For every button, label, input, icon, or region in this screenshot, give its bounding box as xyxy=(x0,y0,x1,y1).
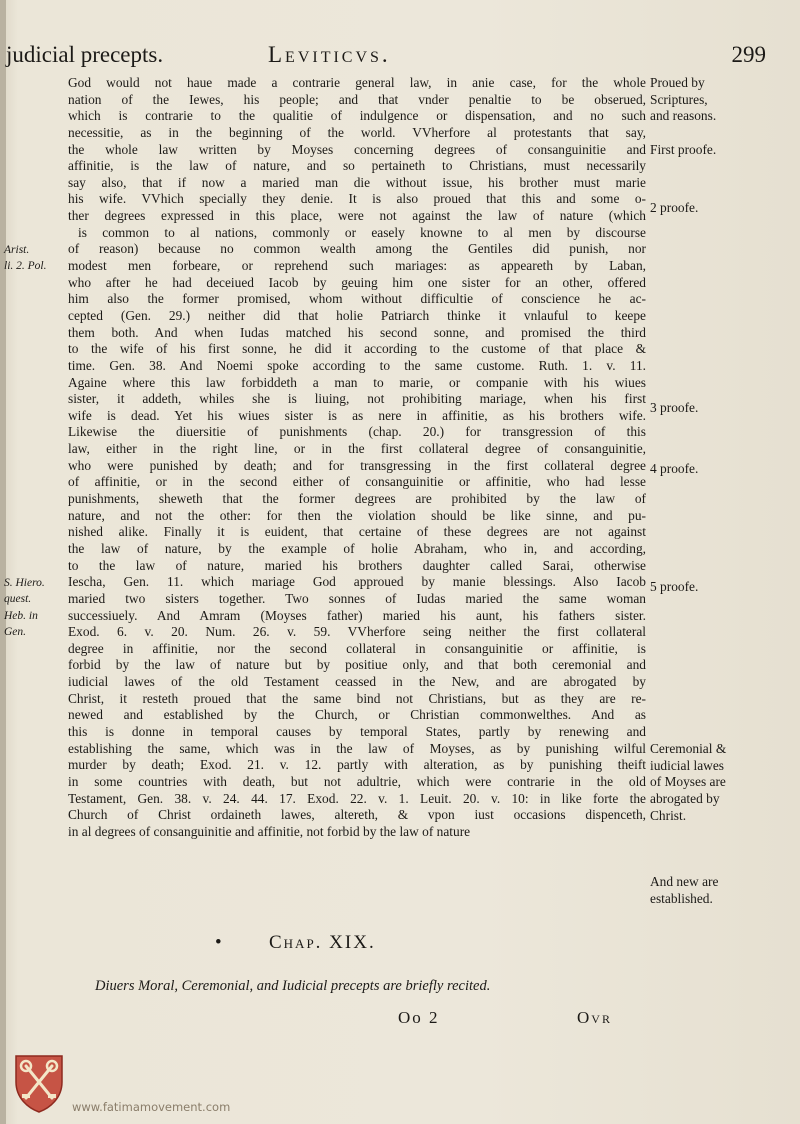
body-line: cepted (Gen. 29.) neither did that holie Patriarch thinke it vnlauful to keepe xyxy=(68,307,646,323)
body-line: forbid by the law of nature but by positiue only, and that both ceremonial and xyxy=(68,657,646,673)
body-line: nished alike. Finally it is euident, that certaine of these degrees are not against xyxy=(68,524,646,540)
body-line: successiuely. And Amram (Moyses father) maried his aunt, his fathers sister. xyxy=(68,607,646,623)
chapter-bullet: • xyxy=(215,932,224,953)
body-line: who were punished by death; and for transgressing in the first collateral degree xyxy=(68,457,646,473)
body-line: time. Gen. 38. And Noemi spoke according to the same custome. Ruth. 1. v. 11. xyxy=(68,357,646,373)
body-line: in some countries with death, but not adultrie, which were contrarie in the old xyxy=(68,773,646,789)
body-line: nation of the Iewes, his people; and that vnder penaltie to be obserued, xyxy=(68,91,646,107)
chapter-heading xyxy=(215,932,595,958)
margin-note-right: 4 proofe. xyxy=(650,461,699,477)
margin-note-right: Christ. xyxy=(650,807,687,823)
papal-keys-shield-icon xyxy=(12,1052,66,1114)
signature-mark: Oo 2 xyxy=(398,1008,440,1027)
body-line: Testament, Gen. 38. v. 24. 44. 17. Exod. 22. v. 1. Leuit. 20. v. 10: in like forte the xyxy=(68,790,646,806)
body-line: affinitie, is the law of nature, and so pertaineth to Christians, must necessarily xyxy=(68,158,646,174)
body-text xyxy=(68,75,646,840)
body-line: murder by death; Exod. 21. v. 12. partly with alteration, as by punishing theift xyxy=(68,757,646,773)
website-watermark: www.fatimamovement.com xyxy=(72,1100,231,1114)
body-line: Church of Christ ordaineth lawes, altereth, & vpon iust occasions dispenceth, xyxy=(68,807,646,823)
margin-note-right: Ceremonial & xyxy=(650,741,727,756)
margin-note-left: li. 2. Pol. xyxy=(4,260,47,273)
body-line: Iescha, Gen. 11. which mariage God approued by manie blessings. Also Iacob xyxy=(68,574,646,590)
header-left: judicial precepts. xyxy=(6,42,164,67)
body-line: modest men forbeare, or reprehend such mariages: as appeareth by Laban, xyxy=(68,258,646,274)
margin-note-left: S. Hiero. xyxy=(4,576,45,589)
margin-note-right: 5 proofe. xyxy=(650,579,699,595)
body-line: God would not haue made a contrarie general law, in anie case, for the whole xyxy=(68,75,646,90)
body-line: necessitie, as in the beginning of the world. VVherfore al protestants that say, xyxy=(68,124,646,140)
body-line: wife is dead. Yet his wiues sister is as nere in affinitie, as his brothers wife. xyxy=(68,407,646,423)
body-line: to the law of nature, maried his brothers daughter called Sarai, otherwise xyxy=(68,557,646,573)
body-line: maried two sisters together. Two sonnes of Iudas maried the same woman xyxy=(68,590,646,606)
body-line: degree in affinitie, nor the second collateral in consanguinitie or affinitie, is xyxy=(68,640,646,656)
body-line: his wife. VVhich specially they denie. It is also proued that this and some o- xyxy=(68,191,646,207)
body-line: the law of nature, by the example of holie Abraham, who in, and according, xyxy=(68,540,646,556)
body-line: Likewise the diuersitie of punishments (chap. 20.) for transgression of this xyxy=(68,424,646,440)
body-line: in al degrees of consanguinitie and affinitie, not forbid by the law of nature xyxy=(68,823,471,839)
margin-note-right: iudicial lawes xyxy=(650,757,724,773)
running-header xyxy=(6,42,766,72)
body-line: law, either in the right line, or in the first collateral degree of consanguinitie, xyxy=(68,441,646,457)
body-line: this is donne in temporal causes by temporal States, partly by renewing and xyxy=(68,723,646,739)
margin-note-right: of Moyses are xyxy=(650,774,726,790)
body-line: of reason) because no common wealth among the Gentiles did punish, nor xyxy=(68,241,646,257)
body-line: him also the former promised, whom without difficultie of conscience he ac- xyxy=(68,291,646,307)
body-line: say also, that if now a maried man die without issue, his brother must marie xyxy=(68,174,646,190)
margin-note-right: 3 proofe. xyxy=(650,399,699,415)
margin-note-right: established. xyxy=(650,890,713,906)
body-line: establishing the same, which was in the law of Moyses, as by punishing wilful xyxy=(68,740,646,756)
body-line: to the wife of his first sonne, he did it according to the custome of that place & xyxy=(68,341,646,357)
margin-note-right: Scriptures, xyxy=(650,91,708,107)
page-number: 299 xyxy=(731,42,766,67)
chapter-summary: Diuers Moral, Ceremonial, and Iudicial precepts are briefly recited. xyxy=(95,978,491,994)
body-line: who after he had deceiued Iacob by geuing him one sister for an other, offered xyxy=(68,274,646,290)
margin-note-left: Gen. xyxy=(4,626,27,639)
margin-note-left: Heb. in xyxy=(4,609,38,622)
body-line: of affinitie, or in the second either of consanguinitie or affinitie, who had lesse xyxy=(68,474,646,490)
catchword: Ovr xyxy=(577,1008,612,1027)
margin-note-right: First proofe. xyxy=(650,141,717,157)
body-line: sister, it addeth, whiles she is liuing, not prohibiting mariage, when his first xyxy=(68,391,646,407)
body-line: Christ, it resteth proued that the same bind not Christians, but as they are re- xyxy=(68,690,646,706)
margin-note-right: and reasons. xyxy=(650,108,717,124)
body-line: is common to al nations, commonly or easely knowne to al men by discourse xyxy=(78,224,646,240)
body-line: nature, and not the other: for then the violation should be like sinne, and pu- xyxy=(68,507,646,523)
body-line: newed and established by the Church, or Christian commonwelthes. And as xyxy=(68,707,646,723)
chapter-title: Chap. XIX. xyxy=(269,932,376,953)
body-line: which is contrarie to the qualitie of indulgence or dispensation, and no such xyxy=(68,108,646,124)
margin-note-left: Arist. xyxy=(4,243,30,256)
body-line: them both. And when Iudas matched his second sonne, and promised the third xyxy=(68,324,646,340)
body-line: ther degrees expressed in this place, were not against the law of nature (which xyxy=(68,208,646,224)
body-line: Againe where this law forbiddeth a man to marie, or companie with his wiues xyxy=(68,374,646,390)
margin-note-right: abrogated by xyxy=(650,790,720,806)
body-line: punishments, sheweth that the former degrees are prohibited by the law of xyxy=(68,491,646,507)
body-line: the whole law written by Moyses concerning degrees of consanguinitie and xyxy=(68,141,646,157)
margin-note-right: And new are xyxy=(650,874,719,890)
margin-note-right: Proued by xyxy=(650,75,705,90)
margin-note-left: quest. xyxy=(4,593,32,606)
margin-note-right: 2 proofe. xyxy=(650,199,699,215)
body-line: Exod. 6. v. 20. Num. 26. v. 59. VVherfore seing neither the first collateral xyxy=(68,624,646,640)
header-book-title: Leviticvs. xyxy=(268,42,391,67)
binding-gutter xyxy=(0,0,6,1124)
body-line: iudicial lawes of the old Testament ceassed in the New, and are abrogated by xyxy=(68,674,646,690)
